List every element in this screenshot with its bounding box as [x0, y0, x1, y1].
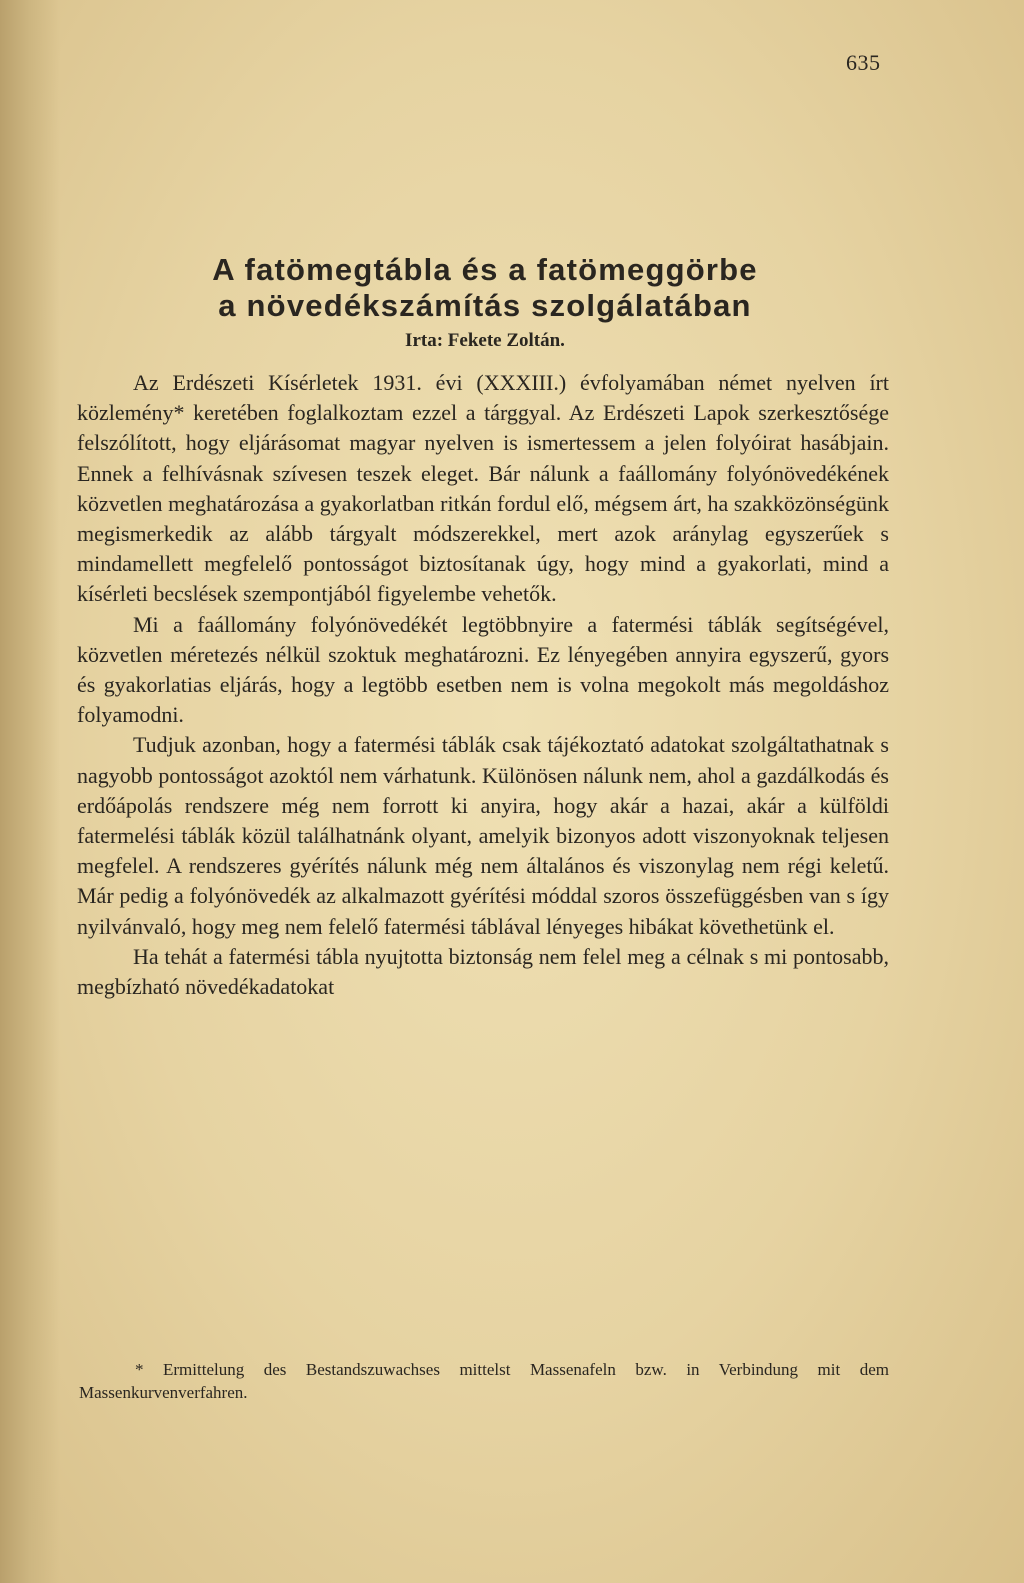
article-title-line-1: A fatömegtábla és a fatömeggörbe: [212, 252, 758, 287]
author-byline: Irta: Fekete Zoltán.: [405, 330, 565, 351]
page-number: 635: [846, 50, 881, 75]
article-title-line-2: a növedékszámítás szolgálatában: [218, 288, 752, 323]
article-body: [77, 368, 889, 1002]
footnote-text: * Ermittelung des Bestandszuwachses mittelst Massenafeln bzw. in Verbindung mit dem Massenkurvenverfahren.: [79, 1360, 889, 1402]
paragraph: Tudjuk azonban, hogy a fatermési táblák csak tájékoztató adatokat szolgáltathatnak s nagyobb pontosságot azoktól nem várhatunk. Különösen nálunk nem, ahol a gazdálkodás és erdőápolás rendszere még nem forrott ki anyira, hogy akár a hazai, akár a külföldi fatermelési táblák közül találhatnánk olyant, amelyik bizonyos adott viszonyoknak teljesen megfelel. A rendszeres gyérítés nálunk még nem általános és viszonylag nem régi keletű. Már pedig a folyónövedék az alkalmazott gyérítési móddal szoros összefüggésben van s így nyilvánvaló, hogy meg nem felelő fatermési táblával lényeges hibákat követhetünk el.: [77, 732, 889, 939]
paragraph: Az Erdészeti Kísérletek 1931. évi (XXXIII.) évfolyamában német nyelven írt közlemény* keretében foglalkoztam ezzel a tárggyal. Az Erdészeti Lapok szerkesztősége felszólított, hogy eljárásomat magyar nyelven is ismertessem a jelen folyóirat hasábjain. Ennek a felhívásnak szívesen teszek eleget. Bár nálunk a faállomány folyónövedékének közvetlen meghatározása a gyakorlatban ritkán fordul elő, mégsem árt, ha szakközönségünk megismerkedik az alább tárgyalt módszerekkel, mert azok aránylag egyszerűek s mindamellett megfelelő pontosságot biztosítanak úgy, hogy mind a gyakorlati, mind a kísérleti becslések szempontjából figyelembe vehetők.: [77, 370, 889, 607]
article-header: [80, 252, 890, 354]
page-spine-shadow: [0, 0, 60, 1583]
paragraph: Mi a faállomány folyónövedékét legtöbbnyire a fatermési táblák segítségével, közvetlen méretezés nélkül szoktuk meghatározni. Ez lényegében annyira egyszerű, gyors és gyakorlatias eljárás, hogy a legtöbb esetben nem is volna megokolt más megoldáshoz folyamodni.: [77, 611, 889, 728]
footnote: [79, 1358, 889, 1404]
paragraph: Ha tehát a fatermési tábla nyujtotta biztonság nem felel meg a célnak s mi pontosabb, megbízható növedékadatokat: [77, 943, 889, 1000]
